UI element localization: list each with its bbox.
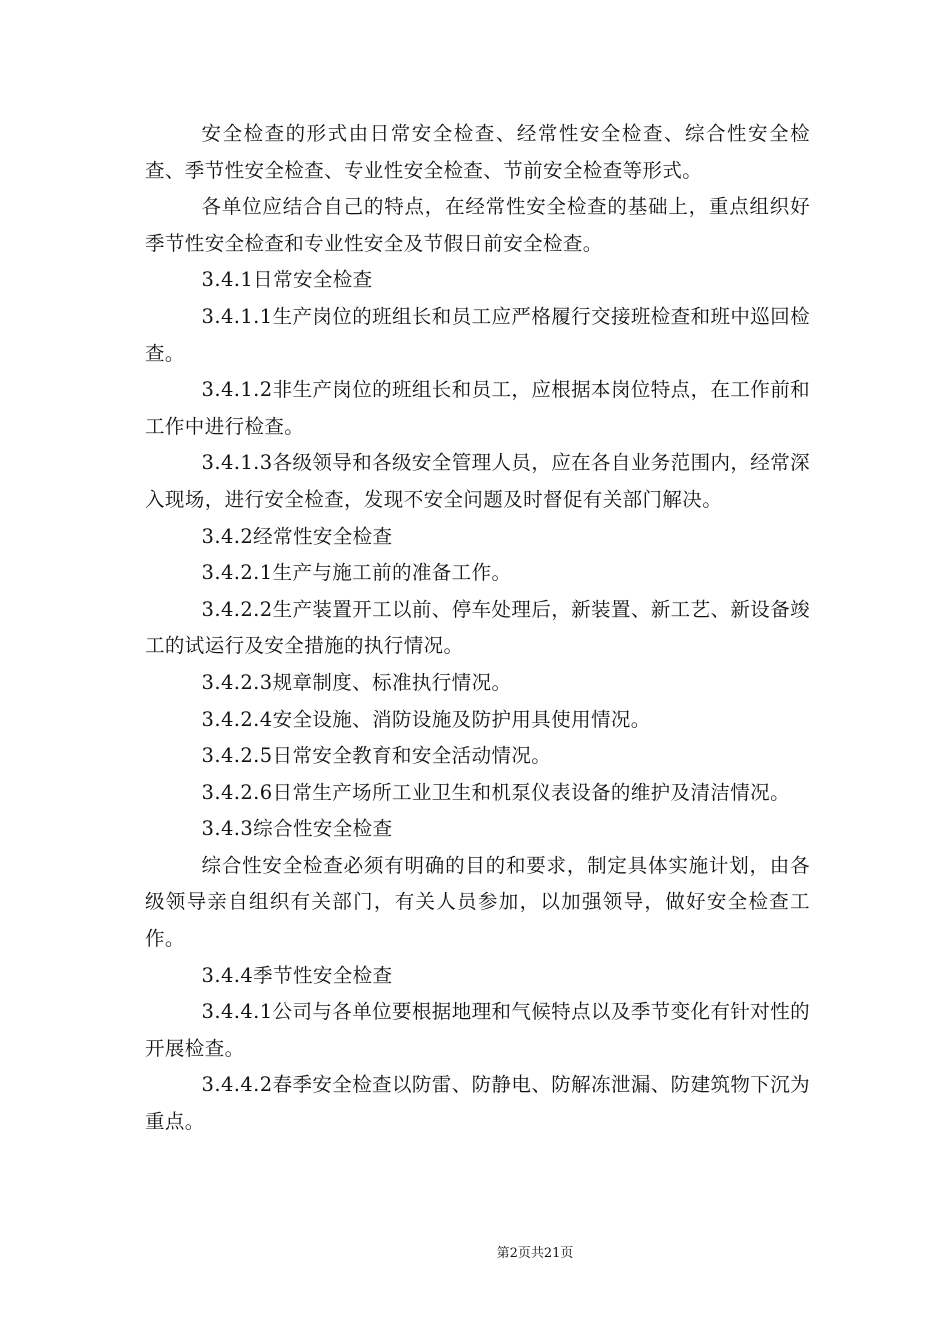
paragraph-3-4-1-2: 3.4.1.2非生产岗位的班组长和员工，应根据本岗位特点，在工作前和工作中进行检查。 (145, 378, 810, 438)
section-heading-3-4-4: 3.4.4季节性安全检查 (201, 963, 393, 987)
paragraph-3-4-4-2: 3.4.4.2春季安全检查以防雷、防静电、防解冻泄漏、防建筑物下沉为重点。 (145, 1073, 810, 1134)
paragraph-unit-focus: 各单位应结合自己的特点，在经常性安全检查的基础上，重点组织好季节性安全检查和专业性安全及节假日前安全检查。 (145, 195, 810, 255)
paragraph-intro-forms: 安全检查的形式由日常安全检查、经常性安全检查、综合性安全检查、季节性安全检查、专业性安全检查、节前安全检查等形式。 (145, 122, 810, 182)
page-number-label: 第2页共21页 (496, 1246, 574, 1261)
paragraph-3-4-2-5: 3.4.2.5日常安全教育和安全活动情况。 (201, 744, 552, 768)
section-heading-3-4-2: 3.4.2经常性安全检查 (201, 524, 393, 548)
paragraph-3-4-1-3: 3.4.1.3各级领导和各级安全管理人员，应在各自业务范围内，经常深入现场，进行安全检查，发现不安全问题及时督促有关部门解决。 (145, 451, 810, 511)
document-body (145, 116, 810, 1141)
paragraph-3-4-2-2: 3.4.2.2生产装置开工以前、停车处理后，新装置、新工艺、新设备竣工的试运行及安全措施的执行情况。 (145, 597, 810, 658)
paragraph-3-4-2-1: 3.4.2.1生产与施工前的准备工作。 (201, 561, 512, 585)
section-heading-3-4-1: 3.4.1日常安全检查 (201, 268, 373, 292)
paragraph-comprehensive-check: 综合性安全检查必须有明确的目的和要求，制定具体实施计划，由各级领导亲自组织有关部门，有关人员参加，以加强领导，做好安全检查工作。 (145, 853, 810, 951)
section-heading-3-4-3: 3.4.3综合性安全检查 (201, 817, 393, 841)
paragraph-3-4-1-1: 3.4.1.1生产岗位的班组长和员工应严格履行交接班检查和班中巡回检查。 (145, 304, 810, 365)
paragraph-3-4-4-1: 3.4.4.1公司与各单位要根据地理和气候特点以及季节变化有针对性的开展检查。 (145, 1000, 810, 1060)
page-footer (0, 1245, 950, 1263)
paragraph-3-4-2-4: 3.4.2.4安全设施、消防设施及防护用具使用情况。 (201, 707, 651, 731)
paragraph-3-4-2-3: 3.4.2.3规章制度、标准执行情况。 (201, 670, 512, 694)
paragraph-3-4-2-6: 3.4.2.6日常生产场所工业卫生和机泵仪表设备的维护及清洁情况。 (201, 780, 790, 804)
